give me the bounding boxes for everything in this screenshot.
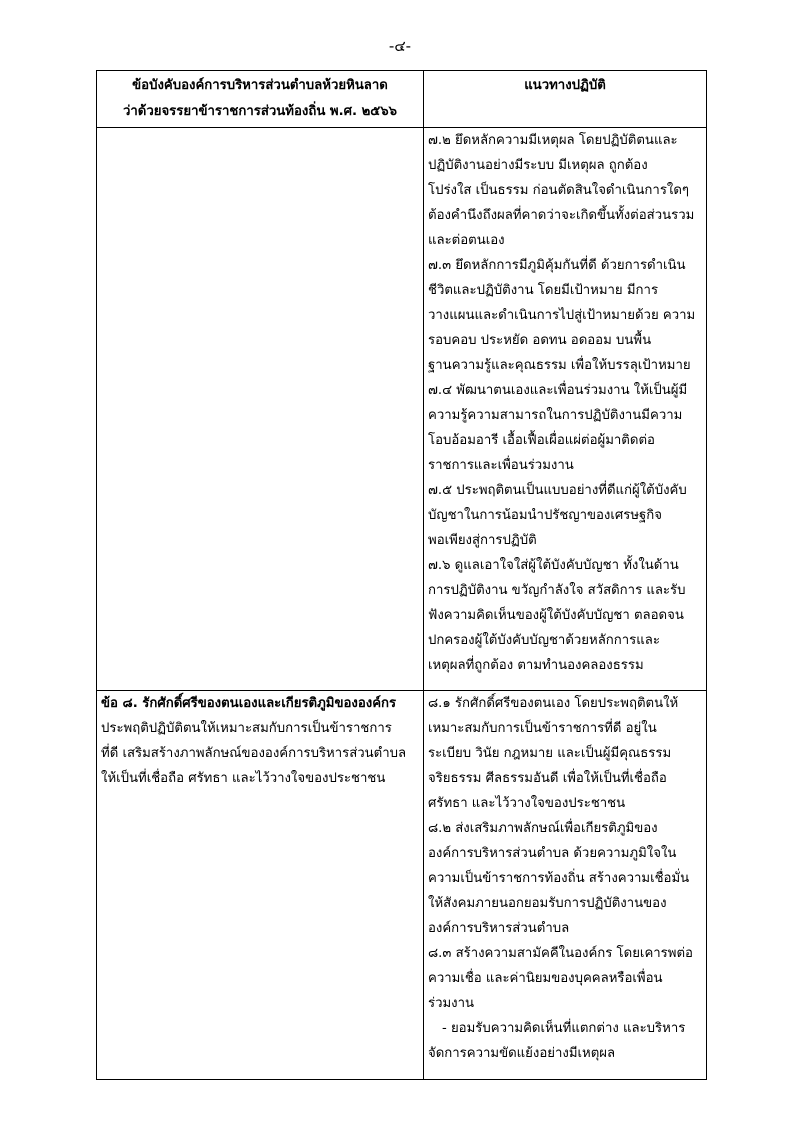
text-line: องค์การบริหารส่วนตำบล bbox=[428, 921, 570, 936]
header-right bbox=[424, 71, 707, 128]
text-line: ๗.๒ ยึดหลักความมีเหตุผล โดยปฏิบัติตนและ bbox=[428, 133, 678, 148]
text-line: ราชการและเพื่อนร่วมงาน bbox=[428, 458, 574, 473]
header-left bbox=[97, 71, 424, 128]
row2-left-cell bbox=[97, 691, 424, 1080]
text-line: การปฏิบัติงาน ขวัญกำลังใจ สวัสดิการ และรับ bbox=[428, 583, 686, 598]
table-row bbox=[97, 128, 707, 691]
text-line: ๘.๒ ส่งเสริมภาพลักษณ์เพื่อเกียรติภูมิของ bbox=[428, 821, 658, 836]
text-line: ให้สังคมภายนอกยอมรับการปฏิบัติงานของ bbox=[428, 896, 667, 911]
row2-right-cell bbox=[424, 691, 707, 1080]
text-line: โปร่งใส เป็นธรรม ก่อนตัดสินใจดำเนินการใดๆ bbox=[428, 183, 689, 198]
text-line: โอบอ้อมอารี เอื้อเฟื้อเผื่อแผ่ต่อผู้มาติดต่อ bbox=[428, 433, 655, 448]
text-line: จริยธรรม ศีลธรรมอันดี เพื่อให้เป็นที่เชื่อถือ bbox=[428, 771, 667, 786]
text-line: บัญชาในการน้อมนำปรัชญาของเศรษฐกิจ bbox=[428, 508, 663, 523]
text-line: ประพฤติปฏิบัติตนให้เหมาะสมกับการเป็นข้าราชการ bbox=[101, 721, 392, 736]
row1-right-cell bbox=[424, 128, 707, 691]
text-line: ความรู้ความสามารถในการปฏิบัติงานมีความ bbox=[428, 408, 683, 423]
table-header-row bbox=[97, 71, 707, 128]
text-line: ปกครองผู้ใต้บังคับบัญชาด้วยหลักการและ bbox=[428, 633, 660, 648]
article-8-title: ข้อ ๘. รักศักดิ์ศรีของตนเองและเกียรติภูมิขององค์กร bbox=[101, 696, 397, 711]
text-line: ปฏิบัติงานอย่างมีระบบ มีเหตุผล ถูกต้อง bbox=[428, 158, 648, 173]
text-line: ชีวิตและปฏิบัติงาน โดยมีเป้าหมาย มีการ bbox=[428, 283, 659, 298]
text-line: ๘.๓ สร้างความสามัคคีในองค์กร โดยเคารพต่อ bbox=[428, 946, 693, 961]
text-line: ให้เป็นที่เชื่อถือ ศรัทธา และไว้วางใจของประชาชน bbox=[101, 771, 386, 786]
row1-left-cell bbox=[97, 128, 424, 691]
text-line: ฐานความรู้และคุณธรรม เพื่อให้บรรลุเป้าหมาย bbox=[428, 358, 691, 373]
table-row bbox=[97, 691, 707, 1080]
text-line: ต้องคำนึงถึงผลที่คาดว่าจะเกิดขึ้นทั้งต่อส่วนรวม bbox=[428, 208, 695, 223]
text-line: พอเพียงสู่การปฏิบัติ bbox=[428, 533, 537, 548]
text-line: ๗.๖ ดูแลเอาใจใส่ผู้ใต้บังคับบัญชา ทั้งในด้าน bbox=[428, 558, 679, 573]
text-line: จัดการความขัดแย้งอย่างมีเหตุผล bbox=[428, 1046, 616, 1061]
text-line: ศรัทธา และไว้วางใจของประชาชน bbox=[428, 796, 626, 811]
text-line: ฟังความคิดเห็นของผู้ใต้บังคับบัญชา ตลอดจน bbox=[428, 608, 684, 623]
text-line: เหตุผลที่ถูกต้อง ตามทำนองคลองธรรม bbox=[428, 658, 644, 673]
text-line: - ยอมรับความคิดเห็นที่แตกต่าง และบริหาร bbox=[442, 1021, 686, 1036]
text-line: ๘.๑ รักศักดิ์ศรีของตนเอง โดยประพฤติตนให้ bbox=[428, 696, 679, 711]
text-line: และต่อตนเอง bbox=[428, 233, 505, 248]
text-line: ร่วมงาน bbox=[428, 996, 475, 1011]
text-line: ๗.๓ ยึดหลักการมีภูมิคุ้มกันที่ดี ด้วยการดำเนิน bbox=[428, 258, 686, 273]
header-left-line: ว่าด้วยจรรยาข้าราชการส่วนท้องถิ่น พ.ศ. ๒๕๖๖ bbox=[122, 104, 398, 119]
text-line: เหมาะสมกับการเป็นข้าราชการที่ดี อยู่ใน bbox=[428, 721, 657, 736]
header-left-line: ข้อบังคับองค์การบริหารส่วนตำบลห้วยหินลาด bbox=[132, 78, 388, 93]
text-line: ๗.๔ พัฒนาตนเองและเพื่อนร่วมงาน ให้เป็นผู้มี bbox=[428, 383, 688, 398]
text-line: องค์การบริหารส่วนตำบล ด้วยความภูมิใจใน bbox=[428, 846, 677, 861]
text-line: ความเชื่อ และค่านิยมของบุคคลหรือเพื่อน bbox=[428, 971, 663, 986]
text-line: ความเป็นข้าราชการท้องถิ่น สร้างความเชื่อมั่น bbox=[428, 871, 690, 886]
rules-table bbox=[96, 70, 707, 1080]
text-line: ที่ดี เสริมสร้างภาพลักษณ์ขององค์การบริหารส่วนตำบล bbox=[101, 746, 407, 761]
page-number: -๔- bbox=[388, 37, 412, 55]
text-line: ๗.๕ ประพฤติตนเป็นแบบอย่างที่ดีแก่ผู้ใต้บังคับ bbox=[428, 483, 687, 498]
header-right-line: แนวทางปฏิบัติ bbox=[524, 78, 606, 93]
text-line: ระเบียบ วินัย กฎหมาย และเป็นผู้มีคุณธรรม bbox=[428, 746, 672, 761]
text-line: รอบคอบ ประหยัด อดทน อดออม บนพื้น bbox=[428, 333, 652, 348]
text-line: วางแผนและดำเนินการไปสู่เป้าหมายด้วย ความ bbox=[428, 308, 696, 323]
